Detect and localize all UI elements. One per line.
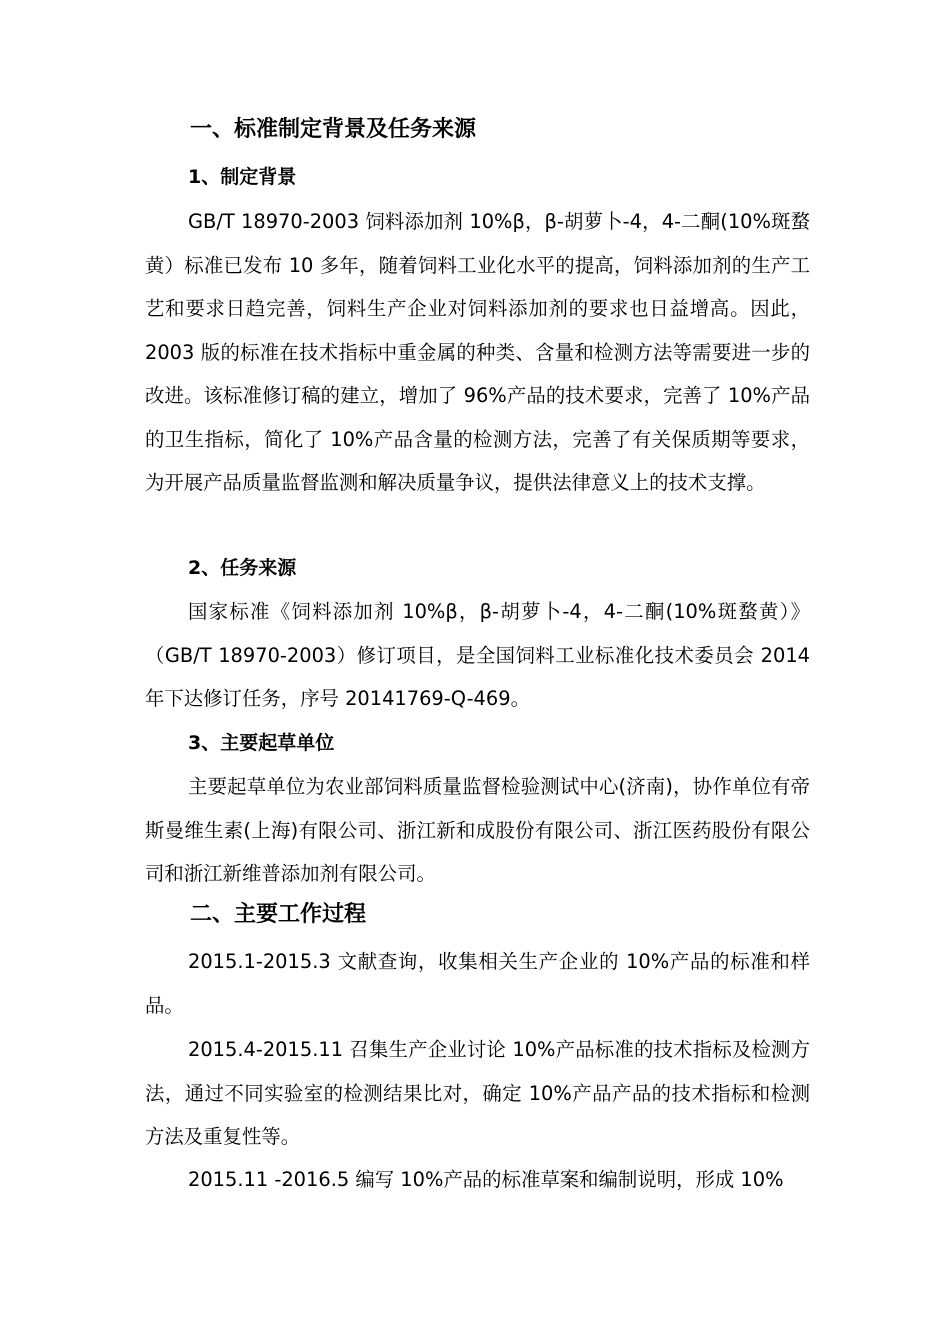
work-process-paragraph: 2015.11 -2016.5 编写 10%产品的标准草案和编制说明，形成 10% — [188, 1168, 784, 1191]
subsection-heading-drafting-units: 3、主要起草单位 — [188, 732, 335, 754]
subsection-heading-task-source: 2、任务来源 — [188, 557, 297, 579]
section-heading-background: 一、标准制定背景及任务来源 — [190, 117, 477, 142]
drafting-units-paragraph: 主要起草单位为农业部饲料质量监督检验测试中心(济南)，协作单位有帝斯曼维生素(上海)有限公司、浙江新和成股份有限公司、浙江医药股份有限公司和浙江新维普添加剂有限公司。 — [145, 775, 810, 885]
work-process-paragraph: 2015.1-2015.3 文献查询，收集相关生产企业的 10%产品的标准和样品。 — [145, 950, 810, 1017]
work-process-paragraph: 2015.4-2015.11 召集生产企业讨论 10%产品标准的技术指标及检测方法，通过不同实验室的检测结果比对，确定 10%产品产品的技术指标和检测方法及重复性等。 — [145, 1038, 810, 1148]
work-process-step-3 — [145, 1158, 810, 1202]
subsection-heading-background: 1、制定背景 — [188, 166, 297, 188]
background-paragraph: GB/T 18970-2003 饲料添加剂 10%β，β-胡萝卜-4，4-二酮(10%斑蝥黄）标准已发布 10 多年，随着饲料工业化水平的提高，饲料添加剂的生产工艺和要求日趋完善，饲料生产企业对饲料添加剂的要求也日益增高。因此，2003 版的标准在技术指标中重金属的种类、含量和检测方法等需要进一步的改进。该标准修订稿的建立，增加了 96%产品的技术要求，完善了 10%产品的卫生指标，简化了 10%产品含量的检测方法，完善了有关保质期等要求，为开展产品质量监督监测和解决质量争议，提供法律意义上的技术支撑。 — [145, 210, 810, 494]
background-text-block — [145, 200, 810, 505]
work-process-step-2 — [145, 1028, 810, 1159]
section-heading-work-process: 二、主要工作过程 — [190, 902, 367, 927]
task-source-paragraph: 国家标准《饲料添加剂 10%β，β-胡萝卜-4，4-二酮(10%斑蝥黄）》（GB/T 18970-2003）修订项目，是全国饲料工业标准化技术委员会 2014 年下达修订任务，序号 20141769-Q-469。 — [145, 600, 810, 710]
task-source-text-block — [145, 590, 810, 721]
drafting-units-text-block — [145, 765, 810, 896]
work-process-step-1 — [145, 940, 810, 1027]
